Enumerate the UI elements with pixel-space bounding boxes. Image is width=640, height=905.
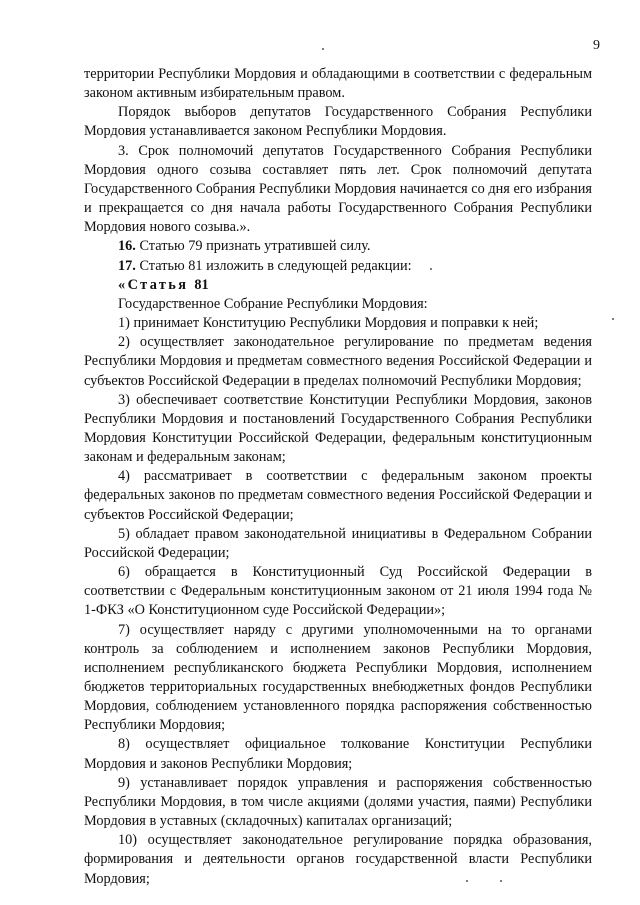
list-item-7: 7) осуществляет наряду с другими уполномоченными на то органами контроль за соблюдением и исполнением законов Республики Мордовия, исполнением республиканского бюджета Республики Мордовия, исполнением бюджетов территориальных государственных внебюджетных фондов Республики Мордовия, соблюдением установленного порядка распоряжения собственностью Республики Мордовия; xyxy=(84,621,592,734)
paragraph-item-16 xyxy=(84,237,592,256)
scan-speck xyxy=(430,268,432,270)
list-item-3: 3) обеспечивает соответствие Конституции Республики Мордовия, законов Республики Мордовия и постановлений Государственного Собрания Республики Мордовия Конституции Российской Федерации, федеральным конституционным законам и федеральным законам; xyxy=(84,391,592,466)
list-item-9: 9) устанавливает порядок управления и распоряжения собственностью Республики Мордовия, в том числе акциями (долями участия, паями) Республики Мордовия в уставных (складочных) капиталах организаций; xyxy=(84,774,592,830)
list-item-10: 10) осуществляет законодательное регулирование порядка образования, формирования и деятельности органов государственной власти Республики Мордовия; xyxy=(84,832,592,887)
paragraph-assembly-intro: Государственное Собрание Республики Мордовия: xyxy=(118,295,428,312)
item-16-number: 16. xyxy=(118,238,136,255)
paragraph-continuation: территории Республики Мордовия и обладающими в соответствии с федеральным законом активным избирательным правом. xyxy=(84,66,592,102)
article-heading xyxy=(84,276,592,295)
list-item-6: 6) обращается в Конституционный Суд Российской Федерации в соответствии с Федеральным конституционным законом от 21 июля 1994 года № 1-ФКЗ «О Конституционном суде Российской Федерации»; xyxy=(84,564,592,619)
page-number: 9 xyxy=(593,38,600,53)
article-heading-quote: « xyxy=(118,276,128,293)
scan-speck xyxy=(322,48,324,50)
paragraph-item-17 xyxy=(84,257,592,276)
article-heading-number: 81 xyxy=(194,276,209,293)
list-item-5: 5) обладает правом законодательной инициативы в Федеральном Собрании Российской Федерации; xyxy=(84,525,592,561)
article-heading-word: Статья xyxy=(127,276,189,293)
scan-speck xyxy=(612,318,614,320)
list-item-2: 2) осуществляет законодательное регулирование по предметам ведения Республики Мордовия и предметам совместного ведения Российской Федерации и субъектов Российской Федерации в пределах полномочий Республики Мордовия; xyxy=(84,334,592,389)
item-17-number: 17. xyxy=(118,257,136,274)
paragraph-election-order: Порядок выборов депутатов Государственного Собрания Республики Мордовия устанавливается законом Республики Мордовия. xyxy=(84,104,592,140)
list-item-8: 8) осуществляет официальное толкование Конституции Республики Мордовия и законов Республики Мордовия; xyxy=(84,736,592,772)
item-16-text: Статью 79 признать утратившей силу. xyxy=(139,238,371,255)
scan-speck xyxy=(500,880,502,882)
list-item-1: 1) принимает Конституцию Республики Мордовия и поправки к ней; xyxy=(118,315,539,332)
item-17-text: Статью 81 изложить в следующей редакции: xyxy=(139,257,412,274)
document-body xyxy=(84,65,592,889)
paragraph-term-of-office: 3. Срок полномочий депутатов Государственного Собрания Республики Мордовия одного созыва составляет пять лет. Срок полномочий депутата Государственного Собрания Республики Мордовия начинается со дня его избрания и прекращается со дня начала работы Государственного Собрания Республики Мордовия нового созыва.». xyxy=(84,142,592,236)
list-item-4: 4) рассматривает в соответствии с федеральным законом проекты федеральных законов по предметам совместного ведения Российской Федерации и субъектов Российской Федерации; xyxy=(84,468,592,523)
scan-speck xyxy=(466,880,468,882)
